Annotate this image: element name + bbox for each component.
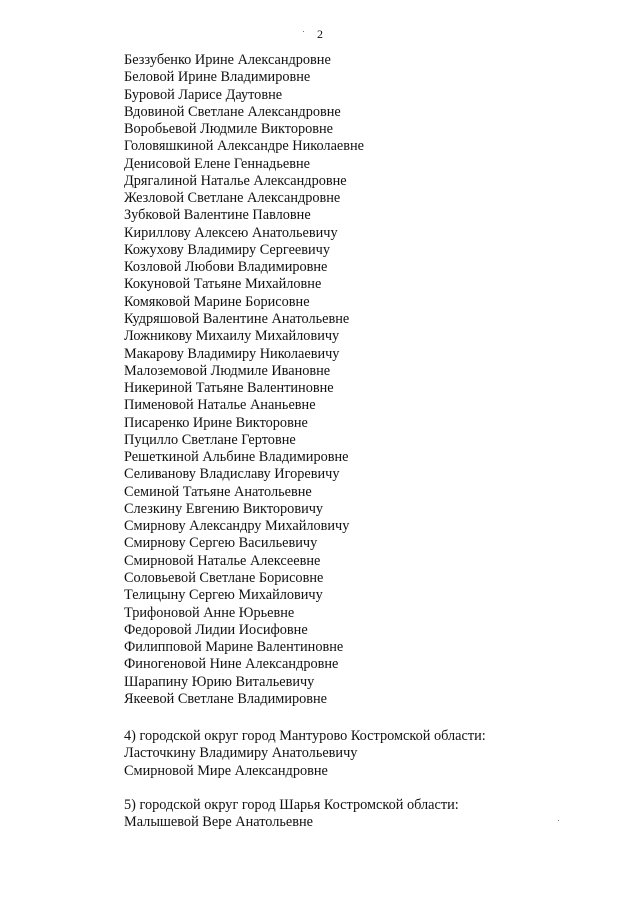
person-name: Соловьевой Светлане Борисовне [124,569,324,586]
person-name: Жезловой Светлане Александровне [124,190,341,207]
person-name: Пименовой Наталье Ананьевне [124,397,316,414]
person-name: Комяковой Марине Борисовне [124,293,310,310]
person-name: Кокуновой Татьяне Михайловне [124,276,322,293]
person-name: Пуцилло Светлане Гертовне [124,431,296,448]
person-name: Козловой Любови Владимировне [124,259,328,276]
person-name: Якеевой Светлане Владимировне [124,690,328,707]
section-sharya [124,797,459,832]
person-name: Зубковой Валентине Павловне [124,207,311,224]
person-name: Телицыну Сергею Михайловичу [124,587,323,604]
person-name: Писаренко Ирине Викторовне [124,414,308,431]
person-name: Беловой Ирине Владимировне [124,69,311,86]
person-name: Дрягалиной Наталье Александровне [124,172,347,189]
section-heading: 5) городской округ город Шарья Костромской области: [124,797,459,813]
person-name: Кожухову Владимиру Сергеевичу [124,241,331,258]
person-name: Смирновой Наталье Алексеевне [124,552,321,569]
person-name: Смирнову Сергею Васильевичу [124,535,318,552]
name-list [124,52,364,708]
person-name: Решеткиной Альбине Владимировне [124,449,349,466]
section-heading: 4) городской округ город Мантурово Костромской области: [124,728,486,744]
person-name: Малышевой Вере Анатольевне [124,814,313,831]
person-name: Филипповой Марине Валентиновне [124,639,344,656]
person-name: Кудряшовой Валентине Анатольевне [124,310,350,327]
person-name: Кириллову Алексею Анатольевичу [124,224,338,241]
person-name: Финогеновой Нине Александровне [124,656,339,673]
scan-speck [558,820,559,821]
person-name: Смирнову Александру Михайловичу [124,518,350,535]
scan-speck [303,31,304,32]
person-name: Ласточкину Владимиру Анатольевичу [124,745,358,762]
person-name: Селиванову Владиславу Игоревичу [124,466,340,483]
person-name: Шарапину Юрию Витальевичу [124,673,315,690]
person-name: Семиной Татьяне Анатольевне [124,483,312,500]
person-name: Трифоновой Анне Юрьевне [124,604,295,621]
person-name: Буровой Ларисе Даутовне [124,86,283,103]
person-name: Вдовиной Светлане Александровне [124,103,341,120]
person-name: Слезкину Евгению Викторовичу [124,500,324,517]
person-name: Денисовой Елене Геннадьевне [124,155,310,172]
person-name: Беззубенко Ирине Александровне [124,52,331,68]
person-name: Федоровой Лидии Иосифовне [124,621,308,638]
person-name: Головяшкиной Александре Николаевне [124,138,365,155]
page-number: 2 [317,27,323,41]
person-name: Ложникову Михаилу Михайловичу [124,328,340,345]
person-name: Никериной Татьяне Валентиновне [124,380,334,397]
person-name: Смирновой Мире Александровне [124,762,328,779]
person-name: Макарову Владимиру Николаевичу [124,345,340,362]
person-name: Воробьевой Людмиле Викторовне [124,121,334,138]
person-name: Малоземовой Людмиле Ивановне [124,362,331,379]
section-manturovo [124,728,486,780]
